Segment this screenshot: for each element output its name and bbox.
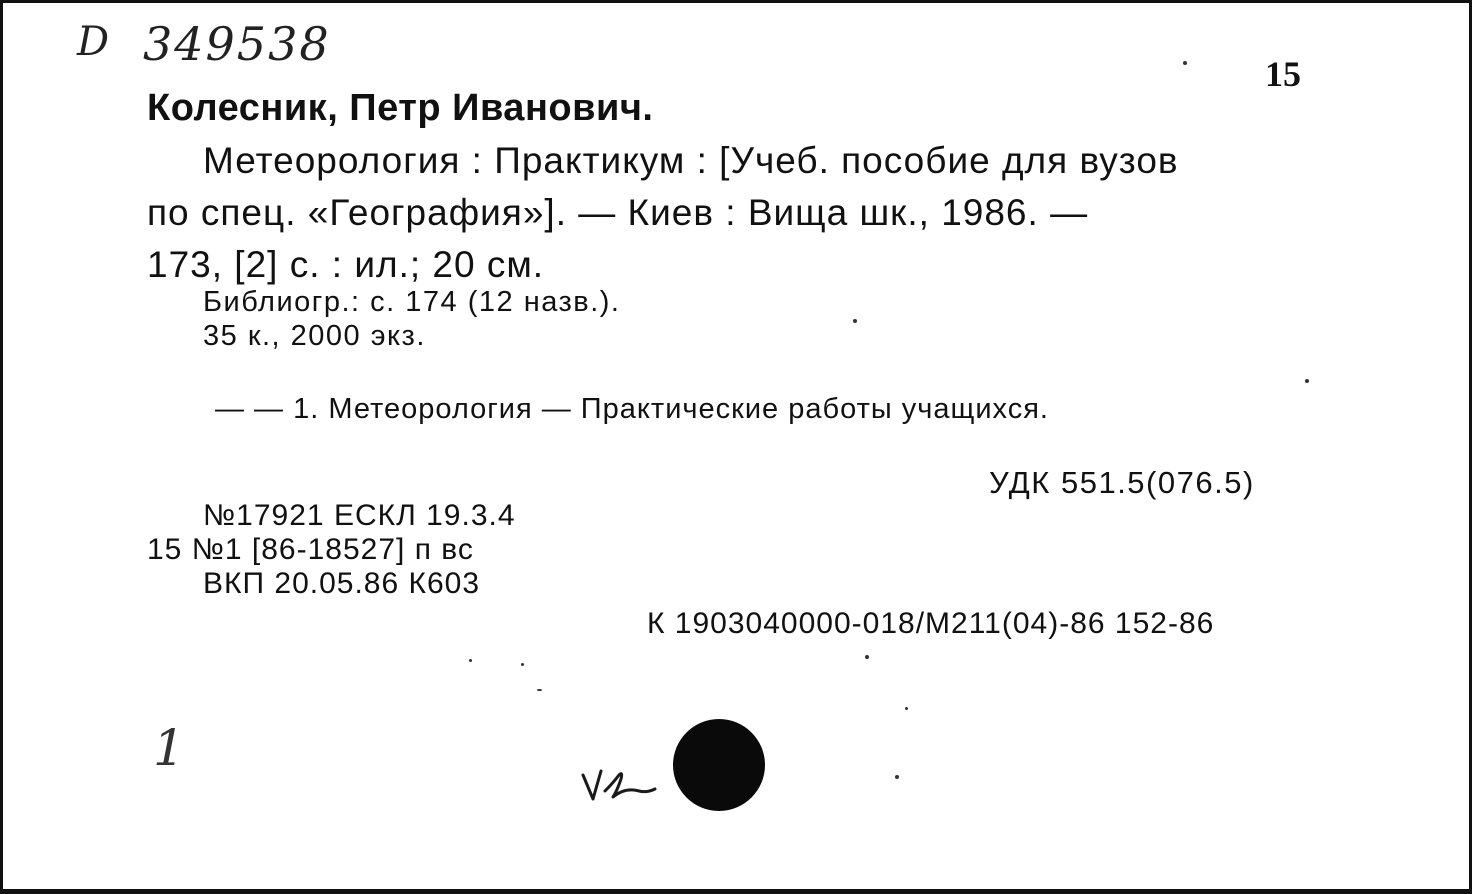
title-line-3: 173, [2] с. : ил.; 20 см. xyxy=(147,244,545,285)
ink-blot xyxy=(673,719,765,811)
registration-line-3: ВКП 20.05.86 К603 xyxy=(203,567,481,600)
subject-heading: — — 1. Метеорология — Практические работы учащихся. xyxy=(215,393,1049,425)
inventory-prefix: D xyxy=(77,19,110,65)
scan-speck xyxy=(853,319,857,323)
notes-block xyxy=(203,285,620,353)
handwritten-scribble-icon xyxy=(579,761,659,810)
registration-line-1: №17921 ЕСКЛ 19.3.4 xyxy=(203,499,516,532)
publisher-index-code: К 1903040000-018/М211(04)-86 152-86 xyxy=(647,607,1215,640)
inventory-number: 349538 xyxy=(143,17,331,71)
bibliographic-description xyxy=(147,135,1179,291)
author-heading: Колесник, Петр Иванович. xyxy=(147,87,654,129)
registration-block xyxy=(147,499,516,601)
scan-speck xyxy=(865,655,869,659)
scan-speck xyxy=(469,659,472,662)
scan-speck xyxy=(537,689,542,691)
bibliography-note: Библиогр.: с. 174 (12 назв.). xyxy=(203,286,621,318)
title-line-1: Метеорология : Практикум : [Учеб. пособие для вузов xyxy=(203,140,1179,181)
title-line-2: по спец. «География»]. — Киев : Вища шк., 1986. — xyxy=(147,192,1089,233)
handwritten-mark: 1 xyxy=(153,719,185,777)
price-circulation-note: 35 к., 2000 экз. xyxy=(203,320,426,352)
udc-code: УДК 551.5(076.5) xyxy=(989,465,1255,500)
scan-speck xyxy=(895,775,899,779)
registration-line-2: 15 №1 [86-18527] п вс xyxy=(147,533,474,566)
page-number: 15 xyxy=(1265,54,1301,94)
scan-speck xyxy=(521,663,524,666)
scan-speck xyxy=(1183,61,1187,65)
scan-speck xyxy=(905,707,908,710)
scan-speck xyxy=(1305,379,1309,383)
